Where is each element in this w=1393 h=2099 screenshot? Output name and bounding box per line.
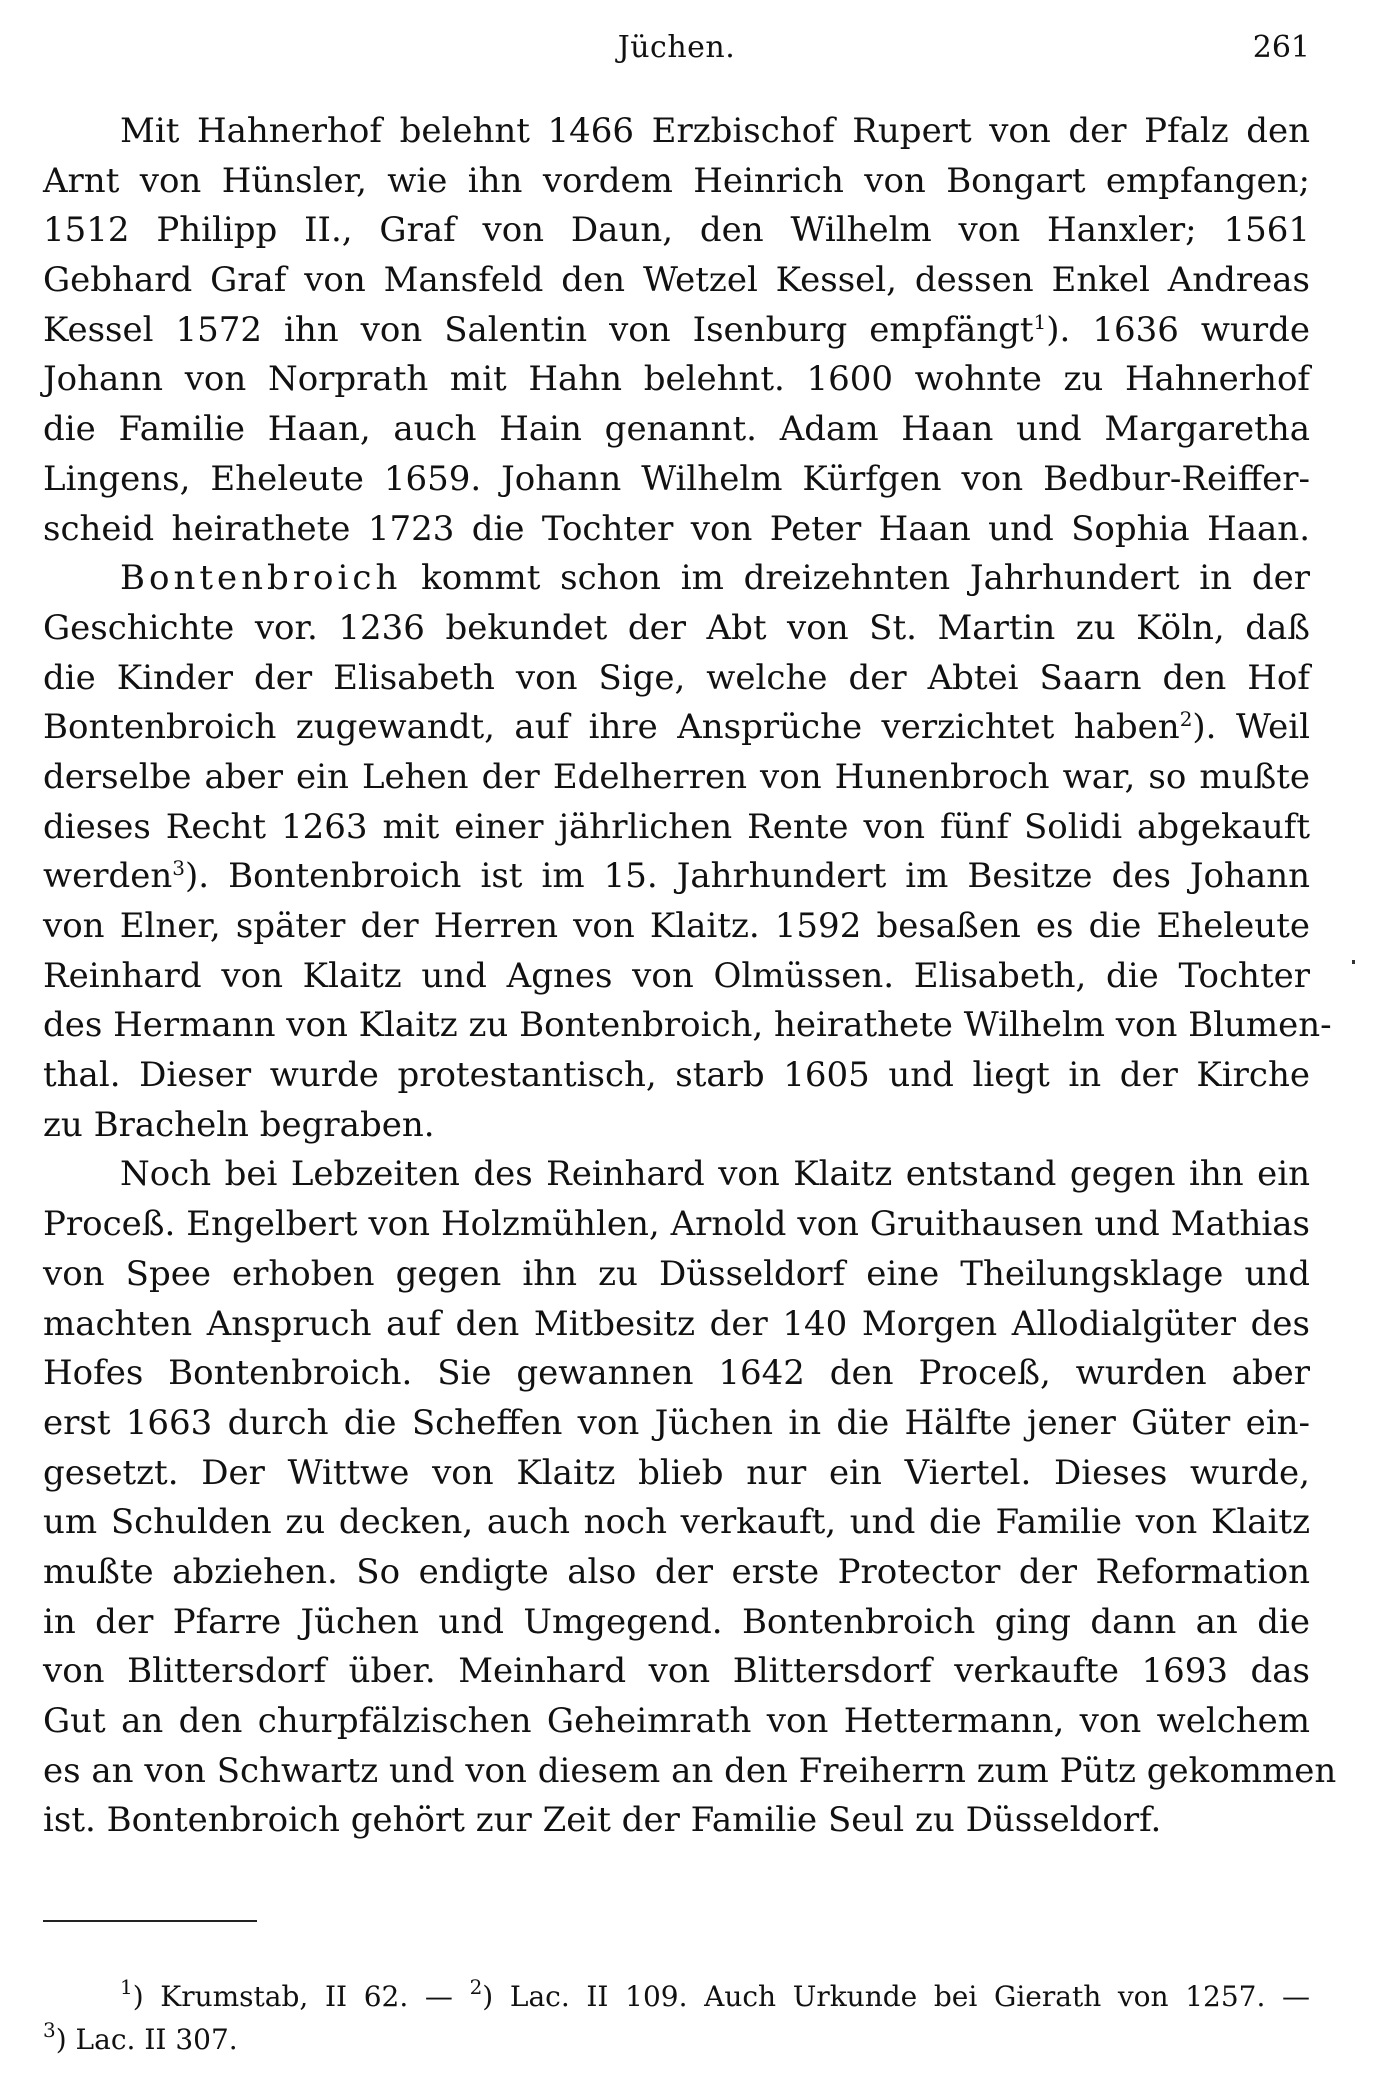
footnotes (43, 1975, 1310, 2061)
text-line (43, 306, 1310, 356)
footnote-mark-3: 3 (43, 2018, 56, 2042)
text-line: um Schulden zu decken, auch noch verkauft, und die Familie von Klaitz (43, 1502, 1310, 1543)
text-segment: Bontenbroich ist im 15. Jahrhundert im Besitze des Johann (228, 856, 1310, 897)
body-text (43, 107, 1337, 1846)
footnote-2: ) Lac. II 109. Auch Urkunde bei Gierath von 1257. — (482, 1980, 1311, 2013)
text-line: ist. Bontenbroich gehört zur Zeit der Familie Seul zu Düsseldorf. (43, 1800, 1162, 1841)
text-line: Hofes Bontenbroich. Sie gewannen 1642 den Proceß, wurden aber (43, 1353, 1310, 1394)
text-line: scheid heirathete 1723 die Tochter von Peter Haan und Sophia Haan. (43, 508, 1310, 549)
text-line: von Spee erhoben gegen ihn zu Düsseldorf eine Theilungsklage und (43, 1253, 1310, 1294)
text-line: Proceß. Engelbert von Holzmühlen, Arnold von Gruithausen und Mathias (43, 1204, 1310, 1245)
running-title: Jüchen. (617, 30, 736, 65)
text-segment: Bontenbroich zugewandt, auf ihre Ansprüche verzichtet haben (43, 707, 1180, 748)
footnote-ref-2[interactable]: 2 (1179, 707, 1193, 732)
emphasized-name: Bontenbroich (120, 558, 402, 599)
text-segment: kommt schon im dreizehnten Jahrhundert in der (421, 558, 1310, 599)
text-line: die Kinder der Elisabeth von Sige, welche der Abtei Saarn den Hof (43, 657, 1310, 698)
text-line: Geschichte vor. 1236 bekundet der Abt von St. Martin zu Köln, daß (43, 607, 1310, 648)
text-line: in der Pfarre Jüchen und Umgegend. Bontenbroich ging dann an die (43, 1601, 1310, 1642)
text-line: Reinhard von Klaitz und Agnes von Olmüssen. Elisabeth, die Tochter (43, 955, 1310, 996)
text-line: von Blittersdorf über. Meinhard von Blittersdorf verkaufte 1693 das (43, 1651, 1310, 1692)
text-line: Mit Hahnerhof belehnt 1466 Erzbischof Rupert von der Pfalz den (120, 111, 1310, 151)
text-line (43, 852, 1310, 902)
text-line: Johann von Norprath mit Hahn belehnt. 1600 wohnte zu Hahnerhof (43, 359, 1310, 400)
text-line: Noch bei Lebzeiten des Reinhard von Klaitz entstand gegen ihn ein (120, 1154, 1310, 1195)
footnote-mark-2: 2 (469, 1975, 483, 1999)
text-line: gesetzt. Der Wittwe von Klaitz blieb nur ein Viertel. Dieses wurde, (43, 1452, 1310, 1493)
text-line: Lingens, Eheleute 1659. Johann Wilhelm Kürfgen von Bedbur-Reiffer- (43, 458, 1310, 499)
text-line: es an von Schwartz und von diesem an den Freiherrn zum Pütz gekommen (43, 1750, 1337, 1791)
text-line: dieses Recht 1263 mit einer jährlichen Rente von fünf Solidi abgekauft (43, 806, 1310, 847)
text-line (43, 703, 1310, 753)
footnote-ref-3[interactable]: 3 (172, 856, 185, 881)
text-segment: Kessel 1572 ihn von Salentin von Isenburg empfängt (43, 309, 1034, 350)
text-line: zu Bracheln begraben. (43, 1104, 435, 1145)
text-segment: ). 1636 wurde (1046, 309, 1310, 350)
print-speck (1352, 960, 1355, 964)
text-line: die Familie Haan, auch Hain genannt. Adam Haan und Margaretha (43, 409, 1310, 450)
footnote-separator (43, 1920, 257, 1922)
text-line: von Elner, später der Herren von Klaitz. 1592 besaßen es die Eheleute (43, 906, 1310, 946)
text-segment: ). Weil (1192, 707, 1310, 748)
footnote-line (43, 1975, 1310, 2018)
text-line: 1512 Philipp II., Graf von Daun, den Wilhelm von Hanxler; 1561 (43, 210, 1310, 251)
footnote-line (43, 2018, 1310, 2061)
text-line: mußte abziehen. So endigte also der erste Protector der Reformation (43, 1551, 1310, 1592)
text-segment: ). (185, 856, 210, 897)
text-line: erst 1663 durch die Scheffen von Jüchen in die Hälfte jener Güter ein- (43, 1402, 1310, 1443)
page-header (43, 30, 1310, 74)
text-line: thal. Dieser wurde protestantisch, starb 1605 und liegt in der Kirche (43, 1055, 1310, 1096)
text-line: machten Anspruch auf den Mitbesitz der 140 Morgen Allodialgüter des (43, 1303, 1310, 1344)
text-line (43, 554, 1310, 604)
footnote-ref-1[interactable]: 1 (1033, 309, 1047, 334)
footnote-1: ) Krumstab, II 62. — (132, 1980, 453, 2013)
text-line: Arnt von Hünsler, wie ihn vordem Heinrich von Bongart empfangen; (43, 160, 1310, 201)
text-line: derselbe aber ein Lehen der Edelherren von Hunenbroch war, so mußte (43, 756, 1310, 797)
text-line: Gut an den churpfälzischen Geheimrath von Hettermann, von welchem (43, 1701, 1310, 1741)
page-number: 261 (1252, 30, 1310, 65)
text-line: Gebhard Graf von Mansfeld den Wetzel Kessel, dessen Enkel Andreas (43, 260, 1310, 301)
footnote-3: ) Lac. II 307. (55, 2023, 238, 2056)
text-segment: werden (43, 856, 173, 897)
text-line: des Hermann von Klaitz zu Bontenbroich, heirathete Wilhelm von Blumen- (43, 1005, 1332, 1046)
footnote-mark-1: 1 (120, 1975, 133, 1999)
